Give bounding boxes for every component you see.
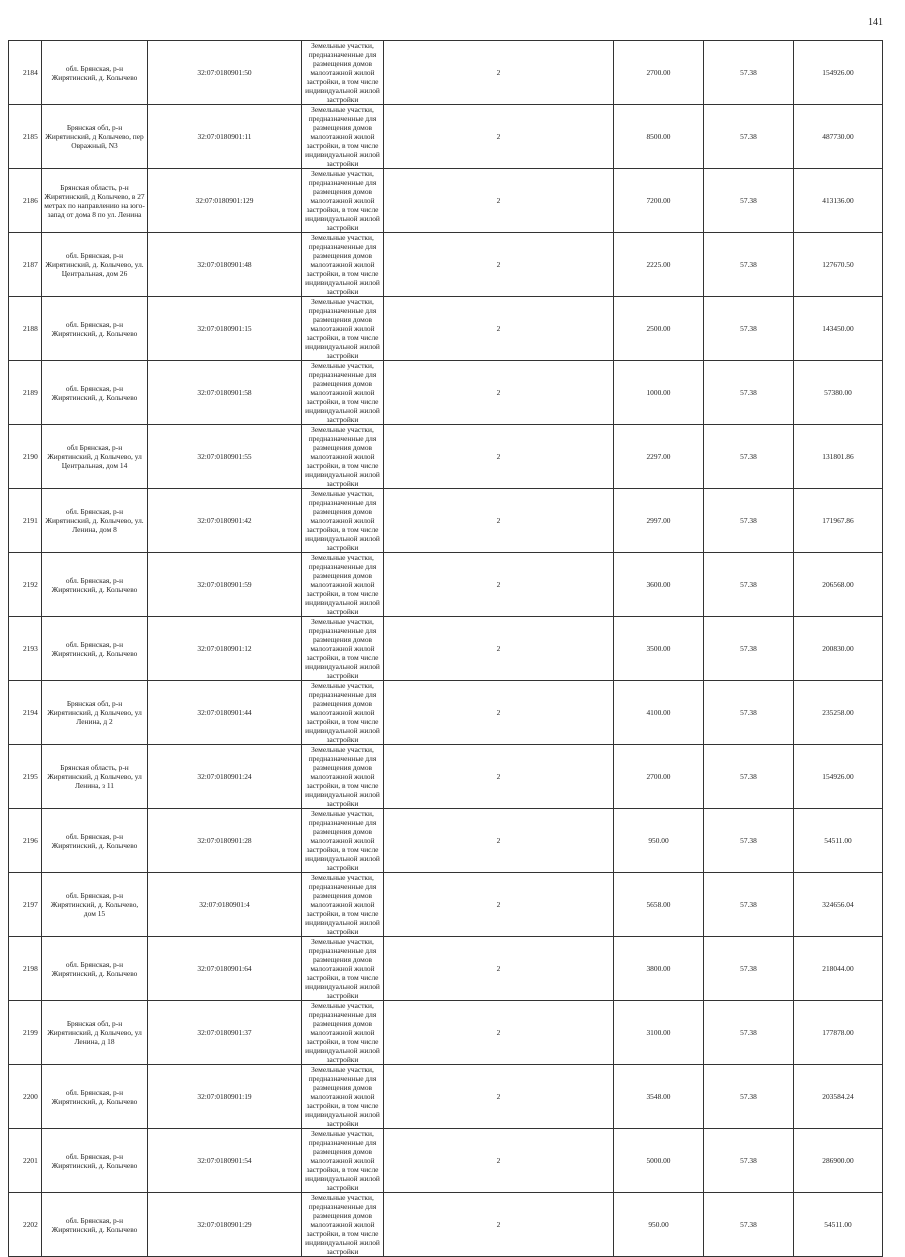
table-row [9,1001,883,1065]
group-cell: 2 [384,1129,614,1193]
address-cell: обл. Брянская, р-н Жирятинский, д. Колычево, ул. Ленина, дом 8 [42,489,148,553]
cadastral-value-cell: 154926.00 [794,745,883,809]
cadastral-number-cell: 32:07:0180901:24 [148,745,302,809]
cadastral-value-cell: 154926.00 [794,41,883,105]
land-use-cell: Земельные участки, предназначенные для размещения домов малоэтажной жилой застройки, в том числе индивидуальной жилой застройки [302,169,384,233]
row-number: 2195 [9,745,42,809]
row-number: 2193 [9,617,42,681]
row-number: 2199 [9,1001,42,1065]
cadastral-number-cell: 32:07:0180901:50 [148,41,302,105]
land-use-cell: Земельные участки, предназначенные для размещения домов малоэтажной жилой застройки, в том числе индивидуальной жилой застройки [302,873,384,937]
cadastral-number-cell: 32:07:0180901:28 [148,809,302,873]
area-cell: 1000.00 [614,361,704,425]
row-number: 2196 [9,809,42,873]
rate-cell: 57.38 [704,681,794,745]
rate-cell: 57.38 [704,297,794,361]
table-row [9,1193,883,1257]
cadastral-number-cell: 32:07:0180901:15 [148,297,302,361]
table-row [9,233,883,297]
address-cell: обл. Брянская, р-н Жирятинский, д. Колычево [42,937,148,1001]
group-cell: 2 [384,553,614,617]
area-cell: 5000.00 [614,1129,704,1193]
rate-cell: 57.38 [704,617,794,681]
table-row [9,617,883,681]
area-cell: 8500.00 [614,105,704,169]
rate-cell: 57.38 [704,1001,794,1065]
area-cell: 3500.00 [614,617,704,681]
row-number: 2192 [9,553,42,617]
area-cell: 7200.00 [614,169,704,233]
land-use-cell: Земельные участки, предназначенные для размещения домов малоэтажной жилой застройки, в том числе индивидуальной жилой застройки [302,1065,384,1129]
row-number: 2194 [9,681,42,745]
row-number: 2200 [9,1065,42,1129]
row-number: 2191 [9,489,42,553]
rate-cell: 57.38 [704,169,794,233]
table-row [9,41,883,105]
address-cell: Брянская область, р-н Жирятинский, д Колычево, в 27 метрах по направлению на юго-запад от дома 8 по ул. Ленина [42,169,148,233]
cadastral-number-cell: 32:07:0180901:44 [148,681,302,745]
table-row [9,169,883,233]
rate-cell: 57.38 [704,809,794,873]
cadastral-value-cell: 235258.00 [794,681,883,745]
cadastral-value-cell: 177878.00 [794,1001,883,1065]
address-cell: обл. Брянская, р-н Жирятинский, д. Колычево [42,1065,148,1129]
address-cell: обл. Брянская, р-н Жирятинский, д. Колычево, ул. Центральная, дом 26 [42,233,148,297]
cadastral-number-cell: 32:07:0180901:48 [148,233,302,297]
group-cell: 2 [384,745,614,809]
area-cell: 2700.00 [614,41,704,105]
cadastral-number-cell: 32:07:0180901:42 [148,489,302,553]
land-use-cell: Земельные участки, предназначенные для размещения домов малоэтажной жилой застройки, в том числе индивидуальной жилой застройки [302,297,384,361]
cadastral-value-cell: 54511.00 [794,809,883,873]
rate-cell: 57.38 [704,425,794,489]
table-row [9,681,883,745]
cadastral-value-cell: 206568.00 [794,553,883,617]
cadastral-value-cell: 324656.04 [794,873,883,937]
rate-cell: 57.38 [704,873,794,937]
address-cell: Брянская обл, р-н Жирятинский, д Колычево, ул Ленина, д 18 [42,1001,148,1065]
cadastral-number-cell: 32:07:0180901:55 [148,425,302,489]
address-cell: обл. Брянская, р-н Жирятинский, д. Колычево [42,617,148,681]
land-use-cell: Земельные участки, предназначенные для размещения домов малоэтажной жилой застройки, в том числе индивидуальной жилой застройки [302,1001,384,1065]
address-cell: обл. Брянская, р-н Жирятинский, д. Колычево [42,1129,148,1193]
land-use-cell: Земельные участки, предназначенные для размещения домов малоэтажной жилой застройки, в том числе индивидуальной жилой застройки [302,937,384,1001]
address-cell: обл. Брянская, р-н Жирятинский, д. Колычево [42,41,148,105]
group-cell: 2 [384,873,614,937]
rate-cell: 57.38 [704,105,794,169]
rate-cell: 57.38 [704,489,794,553]
group-cell: 2 [384,41,614,105]
cadastral-value-cell: 131801.86 [794,425,883,489]
row-number: 2202 [9,1193,42,1257]
table-row [9,745,883,809]
row-number: 2197 [9,873,42,937]
group-cell: 2 [384,809,614,873]
cadastral-value-cell: 57380.00 [794,361,883,425]
area-cell: 5658.00 [614,873,704,937]
rate-cell: 57.38 [704,233,794,297]
table-row [9,489,883,553]
cadastral-number-cell: 32:07:0180901:64 [148,937,302,1001]
land-use-cell: Земельные участки, предназначенные для размещения домов малоэтажной жилой застройки, в том числе индивидуальной жилой застройки [302,233,384,297]
area-cell: 3600.00 [614,553,704,617]
cadastral-number-cell: 32:07:0180901:4 [148,873,302,937]
table-row [9,1129,883,1193]
address-cell: обл. Брянская, р-н Жирятинский, д. Колычево [42,1193,148,1257]
cadastral-number-cell: 32:07:0180901:54 [148,1129,302,1193]
row-number: 2186 [9,169,42,233]
address-cell: обл Брянская, р-н Жирятинский, д Колычево, ул Центральная, дом 14 [42,425,148,489]
row-number: 2198 [9,937,42,1001]
table-row [9,553,883,617]
page-number: 141 [868,17,883,28]
rate-cell: 57.38 [704,1129,794,1193]
table-row [9,425,883,489]
group-cell: 2 [384,937,614,1001]
row-number: 2190 [9,425,42,489]
land-plots-table [8,40,883,1257]
table-row [9,361,883,425]
group-cell: 2 [384,1001,614,1065]
table-row [9,105,883,169]
table-row [9,873,883,937]
area-cell: 950.00 [614,809,704,873]
rate-cell: 57.38 [704,1193,794,1257]
land-use-cell: Земельные участки, предназначенные для размещения домов малоэтажной жилой застройки, в том числе индивидуальной жилой застройки [302,553,384,617]
area-cell: 4100.00 [614,681,704,745]
group-cell: 2 [384,297,614,361]
land-use-cell: Земельные участки, предназначенные для размещения домов малоэтажной жилой застройки, в том числе индивидуальной жилой застройки [302,617,384,681]
land-use-cell: Земельные участки, предназначенные для размещения домов малоэтажной жилой застройки, в том числе индивидуальной жилой застройки [302,425,384,489]
cadastral-value-cell: 171967.86 [794,489,883,553]
land-use-cell: Земельные участки, предназначенные для размещения домов малоэтажной жилой застройки, в том числе индивидуальной жилой застройки [302,105,384,169]
area-cell: 2297.00 [614,425,704,489]
group-cell: 2 [384,1065,614,1129]
row-number: 2188 [9,297,42,361]
land-use-cell: Земельные участки, предназначенные для размещения домов малоэтажной жилой застройки, в том числе индивидуальной жилой застройки [302,41,384,105]
cadastral-number-cell: 32:07:0180901:129 [148,169,302,233]
cadastral-number-cell: 32:07:0180901:59 [148,553,302,617]
table-row [9,937,883,1001]
address-cell: обл. Брянская, р-н Жирятинский, д. Колычево [42,297,148,361]
group-cell: 2 [384,617,614,681]
area-cell: 3548.00 [614,1065,704,1129]
rate-cell: 57.38 [704,937,794,1001]
area-cell: 2700.00 [614,745,704,809]
group-cell: 2 [384,681,614,745]
land-use-cell: Земельные участки, предназначенные для размещения домов малоэтажной жилой застройки, в том числе индивидуальной жилой застройки [302,1129,384,1193]
cadastral-value-cell: 286900.00 [794,1129,883,1193]
cadastral-number-cell: 32:07:0180901:29 [148,1193,302,1257]
cadastral-number-cell: 32:07:0180901:37 [148,1001,302,1065]
group-cell: 2 [384,1193,614,1257]
area-cell: 2225.00 [614,233,704,297]
cadastral-number-cell: 32:07:0180901:11 [148,105,302,169]
cadastral-value-cell: 487730.00 [794,105,883,169]
cadastral-value-cell: 127670.50 [794,233,883,297]
rate-cell: 57.38 [704,361,794,425]
cadastral-value-cell: 143450.00 [794,297,883,361]
cadastral-number-cell: 32:07:0180901:12 [148,617,302,681]
cadastral-value-cell: 200830.00 [794,617,883,681]
cadastral-value-cell: 54511.00 [794,1193,883,1257]
rate-cell: 57.38 [704,553,794,617]
address-cell: Брянская обл, р-н Жирятинский, д Колычево, пер Овражный, N3 [42,105,148,169]
group-cell: 2 [384,169,614,233]
area-cell: 3100.00 [614,1001,704,1065]
cadastral-number-cell: 32:07:0180901:58 [148,361,302,425]
cadastral-value-cell: 218044.00 [794,937,883,1001]
row-number: 2184 [9,41,42,105]
group-cell: 2 [384,425,614,489]
land-use-cell: Земельные участки, предназначенные для размещения домов малоэтажной жилой застройки, в том числе индивидуальной жилой застройки [302,745,384,809]
area-cell: 2997.00 [614,489,704,553]
row-number: 2185 [9,105,42,169]
group-cell: 2 [384,233,614,297]
cadastral-value-cell: 413136.00 [794,169,883,233]
land-use-cell: Земельные участки, предназначенные для размещения домов малоэтажной жилой застройки, в том числе индивидуальной жилой застройки [302,489,384,553]
address-cell: обл. Брянская, р-н Жирятинский, д. Колычево [42,361,148,425]
cadastral-value-cell: 203584.24 [794,1065,883,1129]
cadastral-number-cell: 32:07:0180901:19 [148,1065,302,1129]
address-cell: обл. Брянская, р-н Жирятинский, д. Колычево, дом 15 [42,873,148,937]
area-cell: 3800.00 [614,937,704,1001]
land-use-cell: Земельные участки, предназначенные для размещения домов малоэтажной жилой застройки, в том числе индивидуальной жилой застройки [302,1193,384,1257]
group-cell: 2 [384,105,614,169]
table-row [9,1065,883,1129]
area-cell: 2500.00 [614,297,704,361]
land-use-cell: Земельные участки, предназначенные для размещения домов малоэтажной жилой застройки, в том числе индивидуальной жилой застройки [302,681,384,745]
row-number: 2201 [9,1129,42,1193]
address-cell: Брянская область, р-н Жирятинский, д Колычево, ул Ленина, з 11 [42,745,148,809]
group-cell: 2 [384,361,614,425]
land-use-cell: Земельные участки, предназначенные для размещения домов малоэтажной жилой застройки, в том числе индивидуальной жилой застройки [302,809,384,873]
area-cell: 950.00 [614,1193,704,1257]
row-number: 2189 [9,361,42,425]
address-cell: обл. Брянская, р-н Жирятинский, д. Колычево [42,553,148,617]
row-number: 2187 [9,233,42,297]
rate-cell: 57.38 [704,41,794,105]
table-row [9,809,883,873]
rate-cell: 57.38 [704,1065,794,1129]
table-row [9,297,883,361]
address-cell: обл. Брянская, р-н Жирятинский, д. Колычево [42,809,148,873]
group-cell: 2 [384,489,614,553]
rate-cell: 57.38 [704,745,794,809]
land-use-cell: Земельные участки, предназначенные для размещения домов малоэтажной жилой застройки, в том числе индивидуальной жилой застройки [302,361,384,425]
address-cell: Брянская обл, р-н Жирятинский, д Колычево, ул Ленина, д 2 [42,681,148,745]
